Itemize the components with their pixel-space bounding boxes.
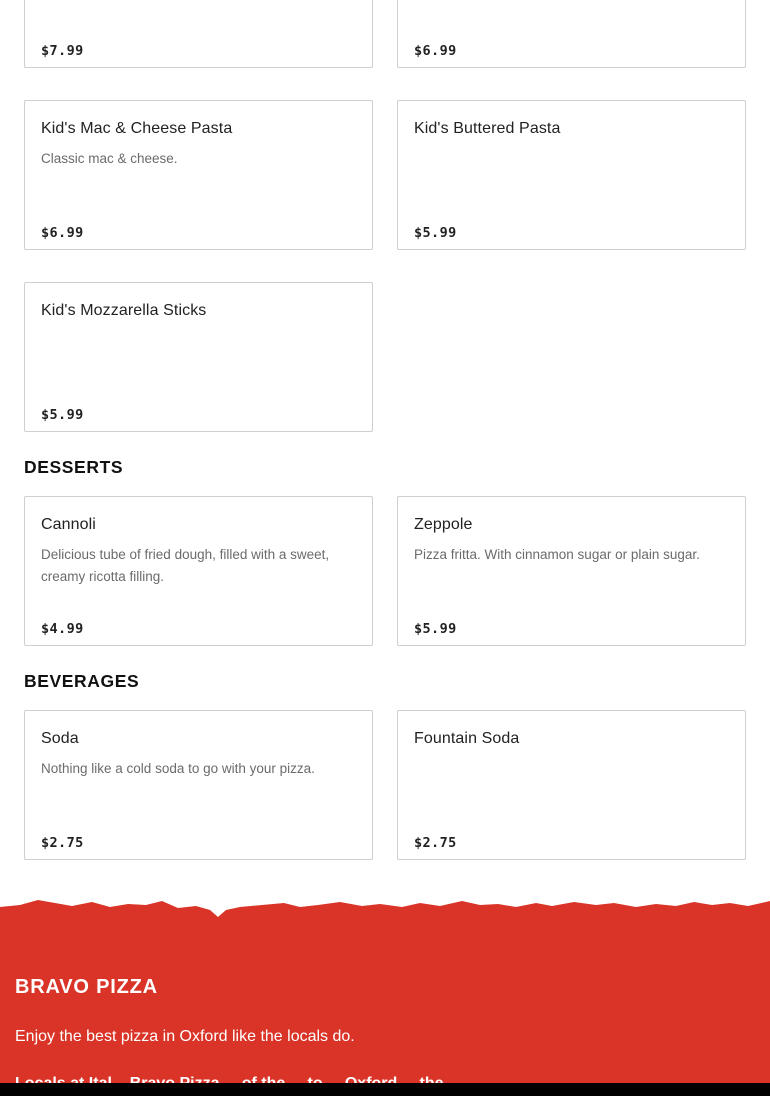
menu-item-price: $4.99 [41,621,84,637]
menu-item-name: Kid's Buttered Pasta [414,120,561,137]
section-title-beverages: BEVERAGES [24,671,140,691]
menu-item-card[interactable] [24,0,373,68]
menu-item-name: Kid's Mac & Cheese Pasta [41,120,233,137]
bottom-edge-bar [0,1083,770,1096]
menu-item-card[interactable] [397,710,746,860]
footer-tagline: Enjoy the best pizza in Oxford like the locals do. [15,1028,355,1045]
menu-item-name: Cannoli [41,516,96,533]
menu-item-price: $5.99 [414,621,457,637]
menu-item-description: Classic mac & cheese. [41,151,178,166]
site-footer [0,895,770,1096]
menu-item-card[interactable] [397,100,746,250]
menu-item-card[interactable] [397,496,746,646]
menu-item-description: Delicious tube of fried dough, filled with a sweet, creamy ricotta filling. [41,547,330,584]
menu-item-price: $2.75 [41,835,84,851]
menu-item-card[interactable] [24,100,373,250]
menu-item-name: Kid's Mozzarella Sticks [41,302,207,319]
menu-item-price: $5.99 [41,407,84,423]
menu-item-card[interactable] [24,282,373,432]
menu-item-name: Soda [41,730,79,747]
menu-item-price: $2.75 [414,835,457,851]
section-title-desserts: DESSERTS [24,457,124,477]
menu-item-price: $5.99 [414,225,457,241]
menu-item-price: $6.99 [414,43,457,59]
menu-item-price: $7.99 [41,43,84,59]
menu-item-name: Fountain Soda [414,730,520,747]
menu-item-card[interactable] [397,0,746,68]
menu-item-description: Nothing like a cold soda to go with your pizza. [41,761,315,776]
footer-brand-name: BRAVO PIZZA [15,976,158,998]
menu-item-description: Pizza fritta. With cinnamon sugar or plain sugar. [414,547,700,562]
menu-item-card[interactable] [24,710,373,860]
menu-item-price: $6.99 [41,225,84,241]
menu-item-card[interactable] [24,496,373,646]
menu-item-name: Zeppole [414,516,473,533]
